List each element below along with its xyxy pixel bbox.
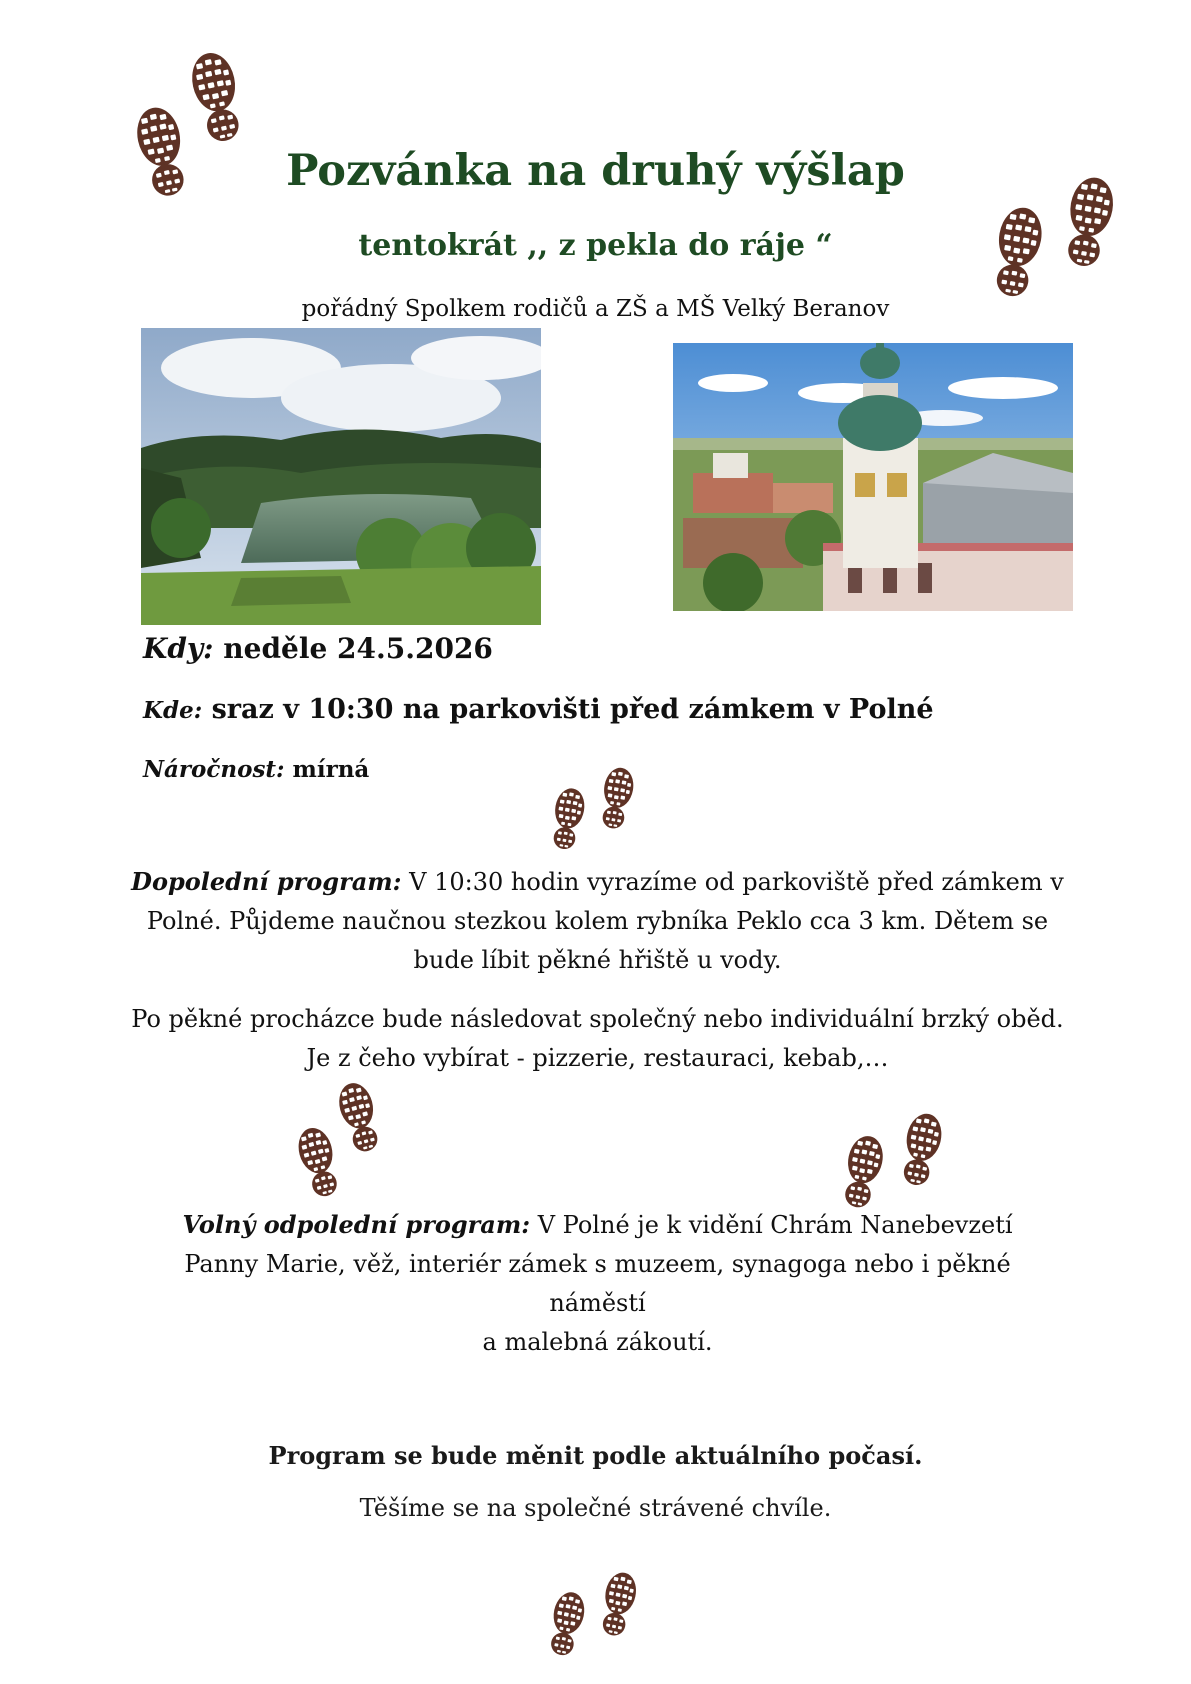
afternoon-label: Volný odpolední program: xyxy=(182,1210,531,1239)
subtitle: tentokrát ,, z pekla do ráje “ xyxy=(358,228,833,263)
pond-photo xyxy=(141,328,541,625)
footprints-icon xyxy=(545,1540,665,1680)
when-label: Kdy: xyxy=(143,632,214,665)
lunch-paragraph: Po pěkné procházce bude následovat společný nebo individuální brzký oběd. Je z čeho vybírat - pizzerie, restauraci, kebab,… xyxy=(131,1005,1064,1072)
afternoon-program xyxy=(175,1205,1020,1362)
weather-note: Program se bude měnit podle aktuálního počasí. xyxy=(268,1441,923,1470)
closing-line: Těšíme se na společné strávené chvíle. xyxy=(359,1494,832,1522)
difficulty-line xyxy=(143,756,369,783)
where-line xyxy=(143,694,934,725)
footprints-icon xyxy=(280,1068,400,1228)
morning-text: V 10:30 hodin vyrazíme od parkoviště před zámkem v Polné. Půjdeme naučnou stezkou kolem rybníka Peklo cca 3 km. Dětem se bude líbit pěkné hřiště u vody. xyxy=(146,868,1064,974)
page-title: Pozvánka na druhý výšlap xyxy=(286,146,905,196)
morning-program xyxy=(130,862,1065,980)
afternoon-text-end: a malebná zákoutí. xyxy=(482,1328,713,1356)
afternoon-text: V Polné je k vidění Chrám Nanebevzetí Panny Marie, věž, interiér zámek s muzeem, synagoga nebo i pěkné náměstí xyxy=(184,1211,1013,1317)
organizer-line: pořádný Spolkem rodičů a ZŠ a MŠ Velký Beranov xyxy=(301,296,890,322)
difficulty-label: Náročnost: xyxy=(143,756,285,783)
difficulty-value: mírná xyxy=(284,756,370,783)
where-value: sraz v 10:30 na parkovišti před zámkem v Polné xyxy=(202,694,934,725)
morning-label: Dopolední program: xyxy=(131,867,402,896)
when-value: neděle 24.5.2026 xyxy=(213,632,493,665)
footprints-icon xyxy=(545,740,665,875)
footprints-icon xyxy=(118,40,268,230)
when-line xyxy=(143,632,493,665)
where-label: Kde: xyxy=(143,697,203,724)
town-church-photo xyxy=(673,343,1073,611)
